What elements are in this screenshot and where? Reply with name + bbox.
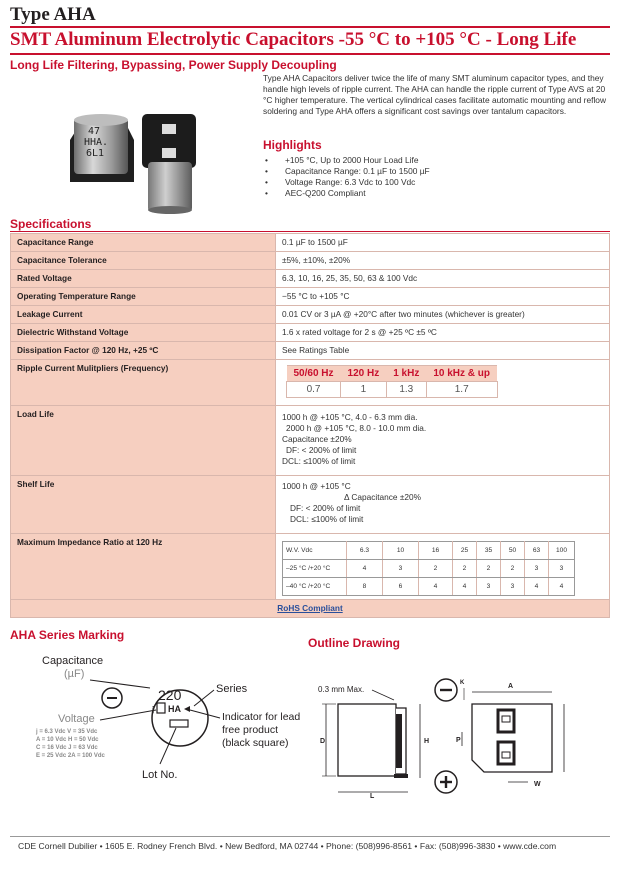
impedance-cell: 2	[477, 560, 501, 578]
impedance-cell: 3	[501, 578, 525, 596]
capacitance-unit: (µF)	[64, 668, 85, 680]
impedance-header: 50	[501, 542, 525, 560]
spec-label: Load Life	[11, 406, 276, 476]
spec-label: Capacitance Range	[11, 234, 276, 252]
dimension-w: W	[534, 781, 541, 788]
impedance-ratio-table	[282, 541, 575, 596]
ripple-header: 120 Hz	[341, 366, 387, 382]
marking-title: AHA Series Marking	[10, 628, 125, 642]
spec-row	[11, 324, 610, 342]
impedance-header: 16	[419, 542, 453, 560]
specifications-title: Specifications	[10, 217, 92, 231]
spec-row-shelf-life	[11, 476, 610, 534]
spec-value: 1.6 x rated voltage for 2 s @ +25 ºC ±5 ºC	[276, 324, 610, 342]
spec-value: See Ratings Table	[276, 342, 610, 360]
rohs-compliant-link[interactable]: RoHS Compliant	[277, 603, 343, 613]
impedance-header: W.V. Vdc	[283, 542, 347, 560]
spec-label: Maximum Impedance Ratio at 120 Hz	[11, 534, 276, 600]
capacitance-value: 220	[158, 687, 182, 703]
outline-title: Outline Drawing	[308, 636, 401, 650]
impedance-header: 25	[453, 542, 477, 560]
indicator-label-3: (black square)	[222, 737, 289, 749]
spec-value: 6.3, 10, 16, 25, 35, 50, 63 & 100 Vdc	[276, 270, 610, 288]
spec-label: Shelf Life	[11, 476, 276, 534]
spec-row-ripple	[11, 360, 610, 406]
spec-footer-row	[11, 600, 610, 618]
impedance-cell: 4	[549, 578, 575, 596]
spec-row	[11, 306, 610, 324]
impedance-cell: –40 °C /+20 °C	[283, 578, 347, 596]
impedance-cell: 4	[453, 578, 477, 596]
impedance-cell: 3	[525, 560, 549, 578]
voltage-code-line: E = 25 Vdc 2A = 100 Vdc	[36, 753, 105, 759]
ripple-multiplier-table	[286, 365, 498, 398]
cap-marking-1: 47	[88, 126, 101, 137]
specifications-divider	[10, 231, 610, 232]
impedance-cell: 4	[419, 578, 453, 596]
spec-label: Leakage Current	[11, 306, 276, 324]
impedance-cell: 4	[347, 560, 383, 578]
specifications-table	[10, 233, 610, 618]
spec-value: 0.01 CV or 3 µA @ +20°C after two minutes (whichever is greater)	[276, 306, 610, 324]
spec-value: 0.1 µF to 1500 µF	[276, 234, 610, 252]
impedance-cell: 6	[383, 578, 419, 596]
impedance-header: 6.3	[347, 542, 383, 560]
title-divider	[10, 26, 610, 28]
load-life-line: 1000 h @ +105 °C, 4.0 - 6.3 mm dia.	[282, 412, 418, 422]
load-life-line: DCL: ≤100% of limit	[282, 456, 356, 466]
spec-value: −55 °C to +105 °C	[276, 288, 610, 306]
intro-paragraph: Type AHA Capacitors deliver twice the life of many SMT aluminum capacitor types, and they handle high levels of ripple current. The AHA can handle the ripple current of Type AVS at 20 °C higher temperature. The vertical cylindrical cases facilitate automatic mounting and reflow soldering and Type AHA offers a significant cost savings over tantalum capacitors.	[263, 73, 607, 116]
product-photo	[68, 110, 200, 214]
spec-row	[11, 288, 610, 306]
voltage-code: j	[152, 705, 155, 714]
spec-value: ±5%, ±10%, ±20%	[276, 252, 610, 270]
shelf-life-line: DCL: ≤100% of limit	[290, 514, 364, 524]
dimension-k: K	[460, 680, 465, 686]
impedance-header: 10	[383, 542, 419, 560]
series-label: Series	[216, 683, 248, 695]
highlight-item: • AEC-Q200 Compliant	[263, 188, 430, 199]
impedance-cell: 3	[477, 578, 501, 596]
highlight-item: • Voltage Range: 6.3 Vdc to 100 Vdc	[263, 177, 430, 188]
dimension-l: L	[370, 793, 375, 800]
impedance-cell: 8	[347, 578, 383, 596]
dimension-p: P	[456, 737, 461, 744]
spec-row	[11, 342, 610, 360]
spec-row-load-life	[11, 406, 610, 476]
spec-row	[11, 270, 610, 288]
impedance-cell: 3	[383, 560, 419, 578]
impedance-cell: –25 °C /+20 °C	[283, 560, 347, 578]
ripple-header: 10 kHz & up	[426, 366, 497, 382]
spec-label: Operating Temperature Range	[11, 288, 276, 306]
highlight-item: • +105 °C, Up to 2000 Hour Load Life	[263, 155, 430, 166]
impedance-cell: 2	[419, 560, 453, 578]
highlight-item: • Capacitance Range: 0.1 µF to 1500 µF	[263, 166, 430, 177]
spec-label: Dissipation Factor @ 120 Hz, +25 ºC	[11, 342, 276, 360]
shelf-life-line: Δ Capacitance ±20%	[344, 492, 421, 502]
voltage-code-line: A = 10 Vdc H = 50 Vdc	[36, 737, 99, 743]
shelf-life-line: DF: < 200% of limit	[290, 503, 361, 513]
lead-free-square-icon	[157, 703, 165, 713]
type-title: Type AHA	[10, 4, 96, 25]
highlights-title: Highlights	[263, 138, 322, 152]
capacitance-label: Capacitance	[42, 655, 104, 667]
voltage-label: Voltage	[58, 713, 95, 725]
outline-drawing	[312, 670, 610, 800]
marking-diagram	[10, 648, 300, 788]
dimension-h: H	[424, 738, 430, 745]
footer-divider	[10, 836, 610, 837]
impedance-cell: 4	[525, 578, 549, 596]
spec-label: Ripple Current Mulitpliers (Frequency)	[11, 360, 276, 406]
load-life-line: Capacitance ±20%	[282, 434, 352, 444]
impedance-header: 100	[549, 542, 575, 560]
ripple-header: 1 kHz	[386, 366, 426, 382]
spec-row	[11, 252, 610, 270]
dimension-d: D	[320, 738, 326, 745]
max-label: 0.3 mm Max.	[318, 685, 365, 694]
spec-row	[11, 234, 610, 252]
dimension-a: A	[508, 683, 514, 690]
ripple-value: 1.3	[386, 382, 426, 398]
series-code: HA	[168, 704, 181, 714]
title-divider-lower	[10, 53, 610, 55]
indicator-label-1: Indicator for lead	[222, 711, 300, 723]
impedance-cell: 2	[453, 560, 477, 578]
spec-label: Rated Voltage	[11, 270, 276, 288]
spec-label: Dielectric Withstand Voltage	[11, 324, 276, 342]
spec-label: Capacitance Tolerance	[11, 252, 276, 270]
highlights-list	[263, 155, 430, 199]
voltage-code-line: j = 6.3 Vdc V = 35 Vdc	[36, 729, 98, 735]
ripple-header: 50/60 Hz	[287, 366, 341, 382]
cap-marking-3: 6L1	[86, 148, 105, 159]
ripple-value: 0.7	[287, 382, 341, 398]
page-subtitle: Long Life Filtering, Bypassing, Power Supply Decoupling	[10, 58, 337, 72]
shelf-life-line: 1000 h @ +105 °C	[282, 481, 351, 491]
ripple-value: 1	[341, 382, 387, 398]
voltage-code-line: C = 16 Vdc J = 63 Vdc	[36, 745, 98, 751]
impedance-cell: 3	[549, 560, 575, 578]
page-footer: CDE Cornell Dubilier • 1605 E. Rodney French Blvd. • New Bedford, MA 02744 • Phone: (508)996-8561 • Fax: (508)996-3830 • www.cde.com	[18, 841, 557, 851]
cap-marking-2: HHA.	[84, 137, 109, 148]
load-life-line: 2000 h @ +105 °C, 8.0 - 10.0 mm dia.	[286, 423, 427, 433]
lot-number-label: Lot No.	[142, 769, 178, 781]
ripple-value: 1.7	[426, 382, 497, 398]
impedance-header: 35	[477, 542, 501, 560]
load-life-line: DF: < 200% of limit	[286, 445, 357, 455]
main-title: SMT Aluminum Electrolytic Capacitors -55 °C to +105 °C - Long Life	[10, 29, 577, 50]
indicator-label-2: free product	[222, 724, 279, 736]
spec-row-impedance	[11, 534, 610, 600]
impedance-header: 63	[525, 542, 549, 560]
impedance-cell: 2	[501, 560, 525, 578]
